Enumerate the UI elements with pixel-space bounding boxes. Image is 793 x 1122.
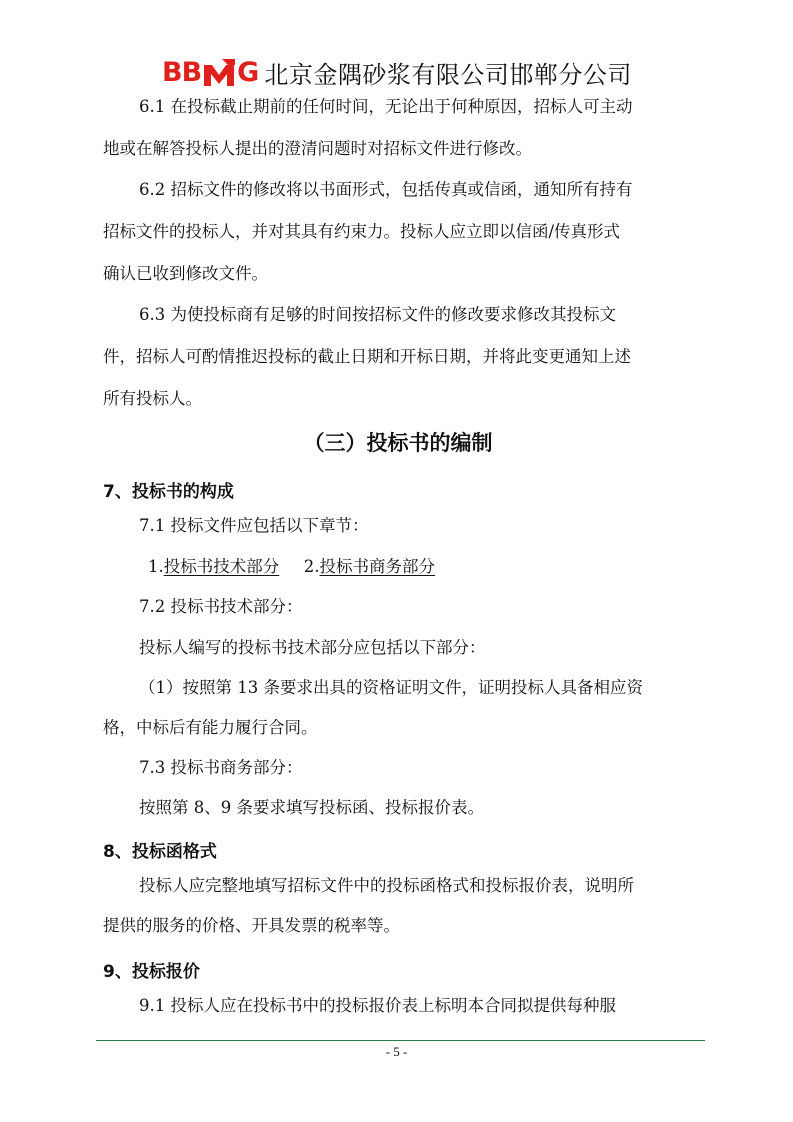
company-name: 北京金隅砂浆有限公司邯郸分公司 [264, 60, 632, 89]
paragraph-7-2-1-line-2: 格，中标后有能力履行合同。 [103, 718, 318, 737]
paragraph-6-2-line-3: 确认已收到修改文件。 [103, 264, 268, 283]
list-item-technical: 投标书技术部分 [163, 557, 280, 576]
paragraph-7-3: 7.3 投标书商务部分： [139, 758, 303, 777]
paragraph-7-2-desc: 投标人编写的投标书技术部分应包括以下部分： [139, 638, 486, 657]
paragraph-8-line-2: 提供的服务的价格、开具发票的税率等。 [103, 916, 400, 935]
paragraph-7-1: 7.1 投标文件应包括以下章节： [139, 516, 369, 535]
heading-7: 7、投标书的构成 [103, 482, 234, 502]
paragraph-6-3-line-1: 6.3 为使投标商有足够的时间按招标文件的修改要求修改其投标文 [139, 305, 616, 324]
list-prefix-1: 1. [148, 557, 164, 576]
paragraph-6-3-line-2: 件，招标人可酌情推迟投标的截止日期和开标日期，并将此变更通知上述 [103, 347, 631, 366]
paragraph-6-2-line-2: 招标文件的投标人，并对其具有约束力。投标人应立即以信函/传真形式 [103, 222, 621, 241]
chapter-list [148, 557, 435, 577]
section-title: （三）投标书的编制 [303, 431, 493, 455]
paragraph-9-1-line-1: 9.1 投标人应在投标书中的投标报价表上标明本合同拟提供每种服 [139, 996, 616, 1015]
paragraph-6-1-line-1: 6.1 在投标截止期前的任何时间，无论出于何种原因，招标人可主动 [139, 97, 633, 116]
company-logo [162, 57, 258, 88]
logo-m-mark [202, 57, 236, 87]
heading-9: 9、投标报价 [103, 962, 200, 982]
letterhead [162, 54, 632, 90]
logo-text-right: G [237, 56, 259, 88]
paragraph-7-2: 7.2 投标书技术部分： [139, 597, 303, 616]
list-item-commercial: 投标书商务部分 [319, 557, 435, 576]
page-number: - 5 - [385, 1044, 408, 1059]
paragraph-7-2-1-line-1: （1）按照第 13 条要求出具的资格证明文件，证明投标人具备相应资 [139, 678, 643, 697]
paragraph-6-1-line-2: 地或在解答投标人提出的澄清问题时对招标文件进行修改。 [103, 139, 532, 158]
paragraph-8-line-1: 投标人应完整地填写招标文件中的投标函格式和投标报价表，说明所 [139, 876, 634, 895]
footer-divider [96, 1040, 705, 1041]
list-prefix-2: 2. [303, 557, 320, 576]
logo-text-left: BB [162, 56, 202, 88]
paragraph-6-2-line-1: 6.2 招标文件的修改将以书面形式，包括传真或信函，通知所有持有 [139, 180, 633, 199]
heading-8: 8、投标函格式 [103, 842, 217, 862]
paragraph-7-3-desc: 按照第 8、9 条要求填写投标函、投标报价表。 [139, 798, 484, 817]
paragraph-6-3-line-3: 所有投标人。 [103, 389, 202, 408]
